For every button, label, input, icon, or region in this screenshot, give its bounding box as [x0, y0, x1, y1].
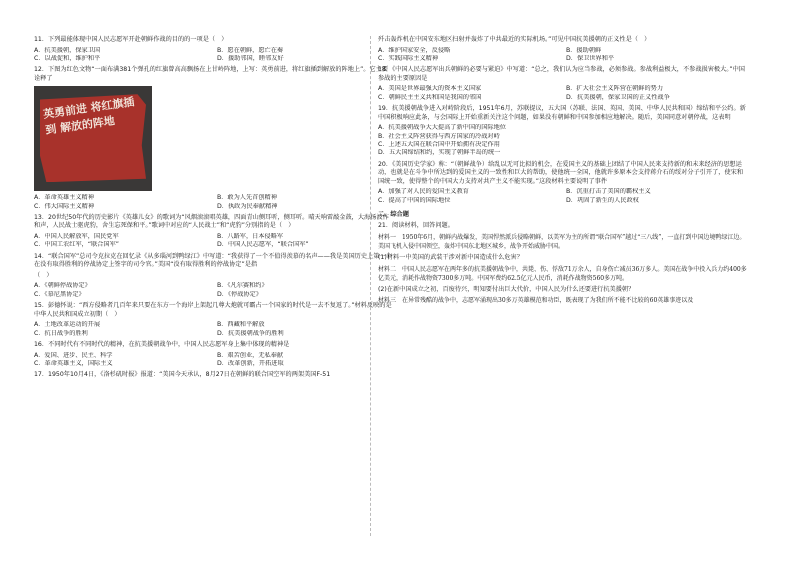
question-21-stem: 21．阅读材料，回答问题。 — [378, 222, 454, 230]
option-a: A．抗美援朝战争大大提高了新中国的国际地位 — [378, 124, 506, 132]
option-c: C．上述五大国在联合国中开始拥有决定作用 — [378, 141, 500, 149]
question-20-options — [378, 188, 748, 205]
option-a: A．抗美援朝，保家卫国 — [34, 46, 101, 54]
option-c: C．以战促和，维护和平 — [34, 55, 101, 62]
question-15-options — [34, 321, 394, 338]
question-21-sub-2: (2)在新中国成立之初，百废待兴，明知要付出巨大代价，中国人民为什么还要进行抗美援朝？ — [378, 285, 635, 293]
question-18-options — [378, 85, 748, 102]
question-14-options — [34, 282, 394, 299]
option-b: B．敢为人先首创精神 — [217, 194, 277, 202]
option-c: C．提高了中国的国际地位 — [378, 196, 451, 204]
option-b: B．沉重打击了美国的霸权主义 — [566, 188, 651, 196]
question-21-sub-1: (1)材料一中美国的武装干涉对新中国造成什么危害？ — [378, 254, 523, 262]
flag-inscription: 英勇前进 将红旗插到 解放的阵地 — [42, 95, 136, 138]
option-a: A．《朝鲜停战协定》 — [34, 282, 91, 290]
question-11-options — [34, 47, 394, 64]
left-column — [34, 36, 394, 382]
option-d: D．执政为民奉献精神 — [217, 202, 278, 210]
option-c: C．伟大国际主义精神 — [34, 202, 95, 210]
question-17-continued: 歼击轰炸机在中国安东地区扫射并轰炸了中共最近的实际机场。”可见中国抗美援朝的正义性是（ ） — [378, 36, 651, 43]
option-d: D．《停战协定》 — [217, 290, 262, 298]
option-b: B．《凡尔赛和约》 — [217, 282, 268, 290]
option-b: B．援助朝鲜 — [566, 46, 602, 54]
option-c: C．实践国际主义精神 — [378, 55, 439, 62]
option-a: A．土地改革运动的开展 — [34, 321, 101, 329]
option-d: D．巩固了新生的人民政权 — [566, 196, 639, 204]
option-b: B．艰苦创业，无私奉献 — [217, 351, 284, 359]
option-d: D．五大国缔结和约，实现了朝鲜半岛的统一 — [378, 149, 501, 157]
question-12-stem: 12．下图为红色文物“一面布满381个弹孔的红旗曾高高飘扬在上甘岭阵地，上写：英勇前进，将红旗插到解放的阵地上”。它主要诠释了 — [34, 66, 389, 82]
option-a: A．革命英雄主义精神 — [34, 194, 94, 202]
question-16-stem: 16．不同时代有不同时代的精神，在抗美援朝战争中，中国人民志愿军身上集中体现的精神是 — [34, 341, 290, 349]
question-18-stem: 18．《中国人民志愿军出兵朝鲜的必要与紧迫》中写道：“总之，我们认为应当参战，必须参战。参战利益极大，不参战损害极大。”中国参战的主要原因是 — [378, 66, 745, 82]
option-d: D．保卫世界和平 — [566, 55, 615, 62]
option-b: B．八路军，日本侵略军 — [217, 233, 284, 241]
option-b: B．愿在朝鲜，愿亡在奏 — [217, 46, 284, 54]
question-20-stem: 20．《美国历史学家》称：“（朝鲜战争）给乱以无可比拟的机会，在爱国主义的基础上团结了中国人民来支持新的和未来经济的思想运动，也就是在斗争中所达到的爱国主义的一致性和巨大的帮助，使他统一全国，他就许多原本会支持蒋介石的绥对分子引开了，使宋和国统一致，使得整个的中国大力支持对共产主义不能实现。”这段材料主要说明了事件 — [378, 160, 744, 185]
question-13-stem: 13．20世纪50年代的历史影片《英雄儿女》的歌词为“风烟滚滚唱英雄，四面青山侧耳听，侧耳听。晴天响雷敲金鼓，大海扬波作和声，人民战士驱虎豹，舍生忘死保和平。”歌词中对应的“人民战士”和“虎豹”分别指的是（ ） — [34, 214, 389, 230]
section-2-title: 二、综合题 — [378, 211, 409, 219]
question-17-stem: 17．1950年10月4日，《洛杉矶时报》报道：“美国今天承认，8月27日在朝鲜的联合国空军的两架美国F-51 — [34, 371, 331, 379]
question-13-options — [34, 233, 394, 250]
option-c: C．《慕尼黑协定》 — [34, 290, 85, 298]
option-d: D．抗美援朝，保家卫国的正义性战争 — [566, 93, 670, 101]
option-b: B．扩大社会主义阵营在朝鲜的势力 — [566, 85, 664, 93]
option-d: D．抗美援朝战争的胜利 — [217, 329, 284, 337]
material-1: 材料一 1950年6月，朝鲜内战爆发，美国悍然派兵侵略朝鲜，以美军为主的所谓“联合国军”越过“三八线”，一直打到中国边境鸭绿江边。美国飞机入侵中国领空，轰炸中国东北地区城乡，战争开始威胁中国。 — [378, 234, 746, 251]
option-b: B．西藏和平解放 — [217, 321, 265, 329]
question-19-stem: 19．抗美援朝战争进入对峙阶段后，1951年6月，苏联提议，五大国（苏联、法国、英国、美国、中华人民共和国）缔结和平公约。新中国积极响应此条，与会国际上开始重新关注这个问题，如果没有朝鲜和中国参加相应地解决。随后，美国同意对朝停战，这表明 — [378, 105, 746, 121]
question-17-options — [378, 47, 748, 64]
question-14-stem: 14．“联合国军”总司令克拉克在回忆录《从多瑙河到鸭绿江》中写道：“我获得了一个不值得羡慕的名声——我是美国历史上第一个在没有取得胜利的停战协定上签字的司令官。”美国“没有取得胜利的停战协定”是指 — [34, 252, 392, 269]
option-a: A．维护国家安全，反侵略 — [378, 46, 451, 54]
option-c: C．抗日战争的胜利 — [34, 329, 88, 337]
right-column — [378, 36, 748, 308]
option-d: D．援助邻国，睦邻友好 — [217, 55, 284, 62]
option-c: C．革命英雄主义，国际主义 — [34, 360, 113, 368]
question-11-stem: 11．下列最能体现中国人民志愿军开赴朝鲜作战的目的的一项是（ ） — [34, 36, 228, 43]
option-c: C．中国工农红军，“联合国军” — [34, 241, 119, 249]
red-flag-photo — [34, 86, 152, 191]
material-3: 材料三 在异常残酷的战争中，志愿军涌现出30多万英雄模范和功臣，既表现了为我们所不能不比较的60英雄事迹以及 — [378, 297, 694, 305]
question-12-options — [34, 194, 394, 211]
option-a: A．加强了对人民的爱国主义教育 — [378, 188, 469, 196]
material-2: 材料二 中国人民志愿军在两年多的抗美援朝战争中，共毙、伤、俘敌71万余人，自身伤亡减员36万多人。美国在战争中投入兵力约400多亿美元，消耗作战物资7300多万吨。中国军费约62.5亿元人民币，消耗作战物资560多万吨。 — [378, 265, 747, 282]
option-d: D．改革创新，开拓进取 — [217, 360, 284, 368]
question-14-bracket: （ ） — [34, 271, 53, 279]
option-c: C．朝鲜民主主义共和国是我国的邻国 — [378, 93, 482, 101]
option-a: A．爱国、进步、民主、科学 — [34, 351, 113, 359]
question-16-options — [34, 352, 394, 369]
option-d: D．中国人民志愿军，“联合国军” — [217, 241, 309, 249]
option-a: A．中国人民解放军，国民党军 — [34, 233, 119, 241]
option-a: A．美国是世界最强大的资本主义国家 — [378, 85, 482, 93]
question-15-stem: 15．彭德怀说：“西方侵略者几百年来只要在东方一个海岸上架起几尊大炮就可霸占一个国家的时代是一去不复返了。”材料反映的是中华人民共和国成立初期（ ） — [34, 302, 392, 318]
option-b: B．社会主义阵营获得与西方国家的冷战对峙 — [378, 132, 500, 140]
question-19-options — [378, 124, 748, 158]
